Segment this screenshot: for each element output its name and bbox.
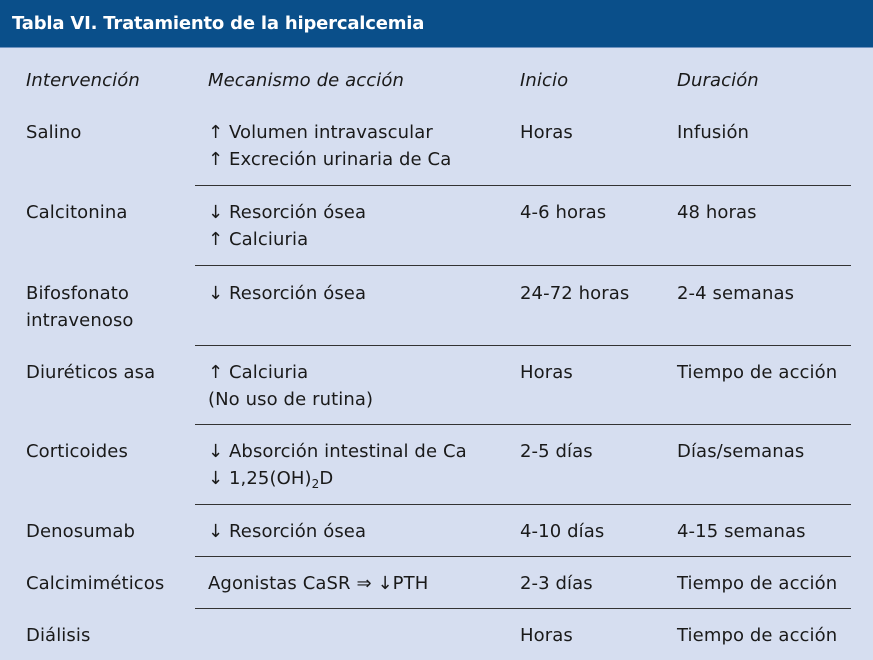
row-7-duracion: Tiempo de acción	[677, 625, 838, 646]
row-divider	[195, 608, 851, 609]
row-4-mecanismo	[208, 438, 467, 492]
row-3-intervencion-line: Diuréticos asa	[26, 362, 156, 383]
row-divider	[195, 345, 851, 346]
row-1-intervencion	[26, 199, 128, 226]
row-5-mecanismo-line: ↓ Resorción ósea	[208, 521, 367, 542]
row-1-mecanismo-line: ↑ Calciuria	[208, 229, 309, 250]
row-6-intervencion	[26, 570, 164, 597]
vitamin-d-prefix: ↓ 1,25(OH)	[208, 468, 312, 489]
row-0-duracion: Infusión	[677, 122, 750, 143]
row-0-mecanismo-line: ↑ Excreción urinaria de Ca	[208, 149, 452, 170]
row-3-mecanismo-line: (No uso de rutina)	[208, 389, 374, 410]
row-4-mecanismo-line-vitamin-d	[208, 465, 467, 492]
row-1-inicio: 4-6 horas	[520, 202, 607, 223]
vitamin-d-subscript: 2	[311, 477, 320, 491]
row-4-inicio: 2-5 días	[520, 441, 593, 462]
row-4-duracion: Días/semanas	[677, 441, 805, 462]
row-5-mecanismo	[208, 518, 366, 545]
row-4-mecanismo-line: ↓ Absorción intestinal de Ca	[208, 441, 467, 462]
row-6-duracion: Tiempo de acción	[677, 573, 838, 594]
row-5-intervencion-line: Denosumab	[26, 521, 136, 542]
row-5-inicio: 4-10 días	[520, 521, 605, 542]
row-6-inicio: 2-3 días	[520, 573, 593, 594]
row-0-mecanismo	[208, 119, 451, 173]
row-6-intervencion-line: Calcimiméticos	[26, 573, 165, 594]
header-duracion: Duración	[677, 70, 759, 91]
row-0-intervencion-line: Salino	[26, 122, 82, 143]
vitamin-d-suffix: D	[319, 468, 334, 489]
row-2-duracion: 2-4 semanas	[677, 283, 795, 304]
row-divider	[195, 185, 851, 186]
header-mecanismo: Mecanismo de acción	[208, 70, 404, 91]
row-3-duracion: Tiempo de acción	[677, 362, 838, 383]
row-0-mecanismo-line: ↑ Volumen intravascular	[208, 122, 433, 143]
row-7-intervencion-line: Diálisis	[26, 625, 91, 646]
row-3-inicio: Horas	[520, 362, 573, 383]
row-2-intervencion	[26, 280, 134, 334]
row-0-inicio: Horas	[520, 122, 573, 143]
row-3-intervencion	[26, 359, 155, 386]
row-divider	[195, 424, 851, 425]
row-3-mecanismo-line: ↑ Calciuria	[208, 362, 309, 383]
row-3-mecanismo	[208, 359, 373, 413]
row-divider	[195, 556, 851, 557]
row-2-intervencion-line: Bifosfonato	[26, 283, 130, 304]
row-7-inicio: Horas	[520, 625, 573, 646]
table-title: Tabla VI. Tratamiento de la hipercalcemia	[12, 13, 425, 34]
row-2-mecanismo-line: ↓ Resorción ósea	[208, 283, 367, 304]
title-bar	[0, 0, 873, 48]
header-intervencion: Intervención	[26, 70, 140, 91]
row-0-intervencion	[26, 119, 81, 146]
row-1-mecanismo-line: ↓ Resorción ósea	[208, 202, 367, 223]
row-1-mecanismo	[208, 199, 366, 253]
row-5-intervencion	[26, 518, 135, 545]
row-2-intervencion-line: intravenoso	[26, 310, 134, 331]
row-4-intervencion	[26, 438, 128, 465]
row-1-duracion: 48 horas	[677, 202, 757, 223]
row-7-intervencion	[26, 622, 90, 649]
row-2-mecanismo	[208, 280, 366, 307]
row-5-duracion: 4-15 semanas	[677, 521, 806, 542]
row-6-mecanismo	[208, 570, 428, 597]
row-1-intervencion-line: Calcitonina	[26, 202, 128, 223]
row-divider	[195, 504, 851, 505]
header-inicio: Inicio	[520, 70, 569, 91]
row-6-mecanismo-line: Agonistas CaSR ⇒ ↓PTH	[208, 573, 429, 594]
row-4-intervencion-line: Corticoides	[26, 441, 128, 462]
row-divider	[195, 265, 851, 266]
row-2-inicio: 24-72 horas	[520, 283, 630, 304]
